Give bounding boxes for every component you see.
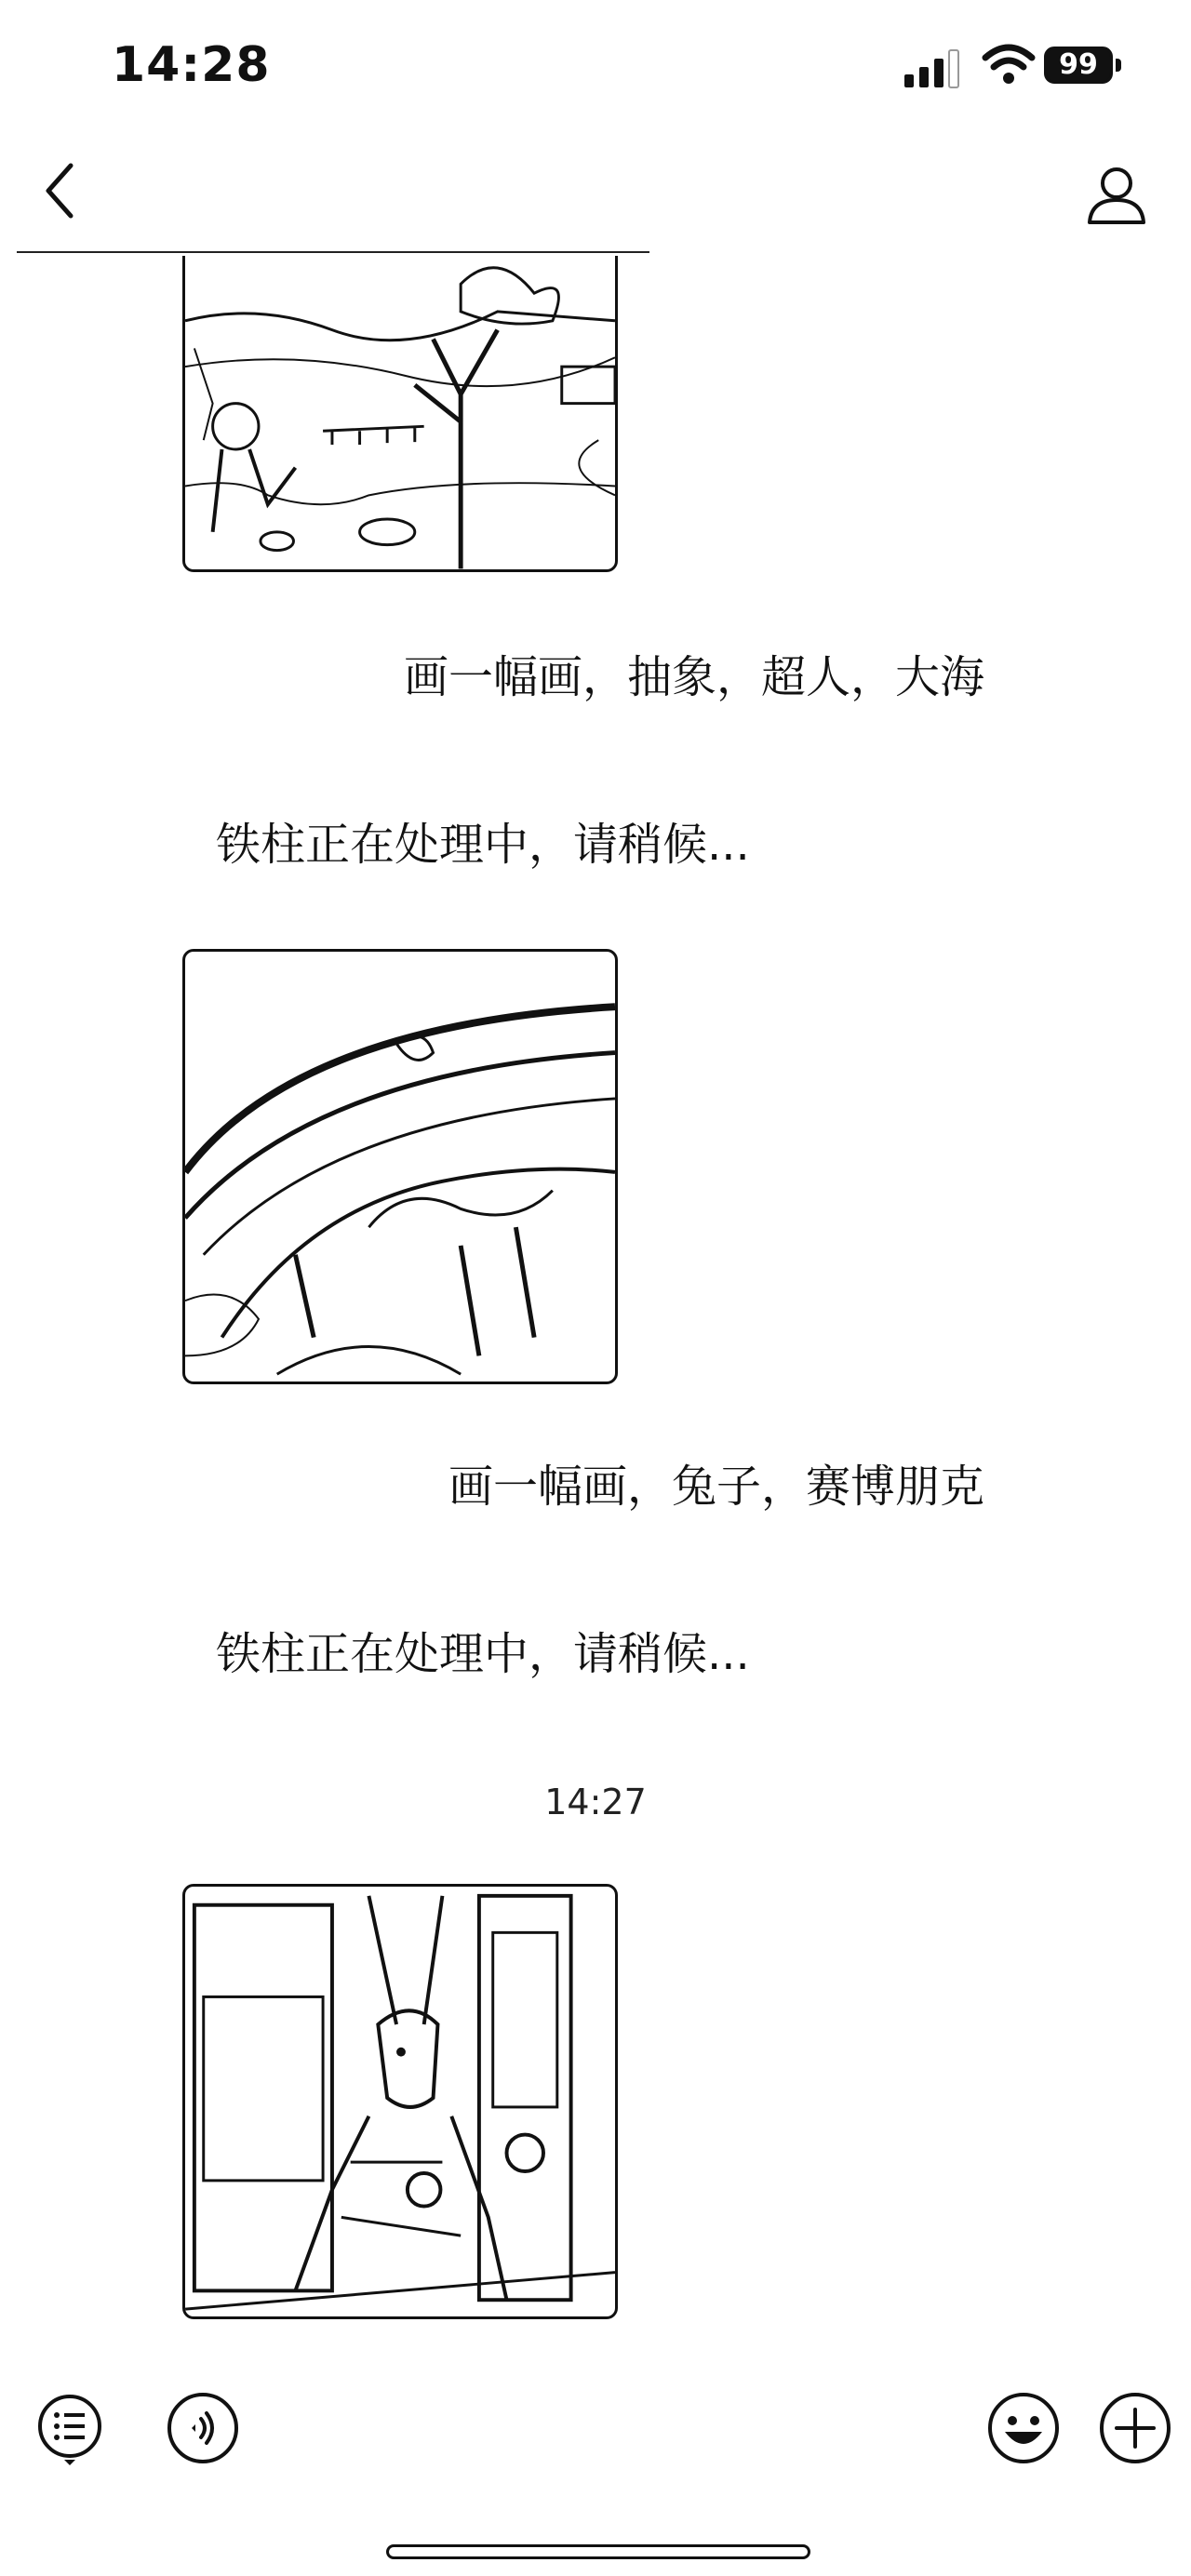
message-text-incoming: 铁柱正在处理中，请稍候...: [216, 819, 750, 871]
chat-image[interactable]: [182, 949, 618, 1384]
plus-icon[interactable]: [1096, 2389, 1174, 2467]
chat-image[interactable]: [182, 256, 618, 572]
message-text-incoming: 铁柱正在处理中，请稍候...: [216, 1628, 750, 1680]
person-icon[interactable]: [1084, 163, 1149, 228]
header-divider: [17, 251, 649, 253]
cellular-signal-icon: [903, 48, 968, 89]
chevron-left-icon[interactable]: [37, 158, 84, 223]
battery-level: 99: [1059, 48, 1098, 81]
sketch-image-abstract: [185, 952, 615, 1381]
message-timestamp: 14:27: [544, 1782, 647, 1822]
wifi-icon: [982, 43, 1036, 86]
emoji-icon[interactable]: [984, 2389, 1063, 2467]
sketch-image-landscape: [185, 256, 615, 569]
chat-image[interactable]: [182, 1884, 618, 2319]
message-text-outgoing: 画一幅画，抽象，超人，大海: [403, 651, 984, 703]
voice-icon[interactable]: [164, 2389, 242, 2467]
list-menu-icon[interactable]: [31, 2389, 109, 2467]
battery-indicator: [1044, 47, 1124, 86]
home-indicator[interactable]: [386, 2544, 810, 2559]
message-text-outgoing: 画一幅画，兔子，赛博朋克: [448, 1461, 984, 1513]
status-time: 14:28: [112, 37, 271, 93]
sketch-image-rabbit: [185, 1887, 615, 2316]
